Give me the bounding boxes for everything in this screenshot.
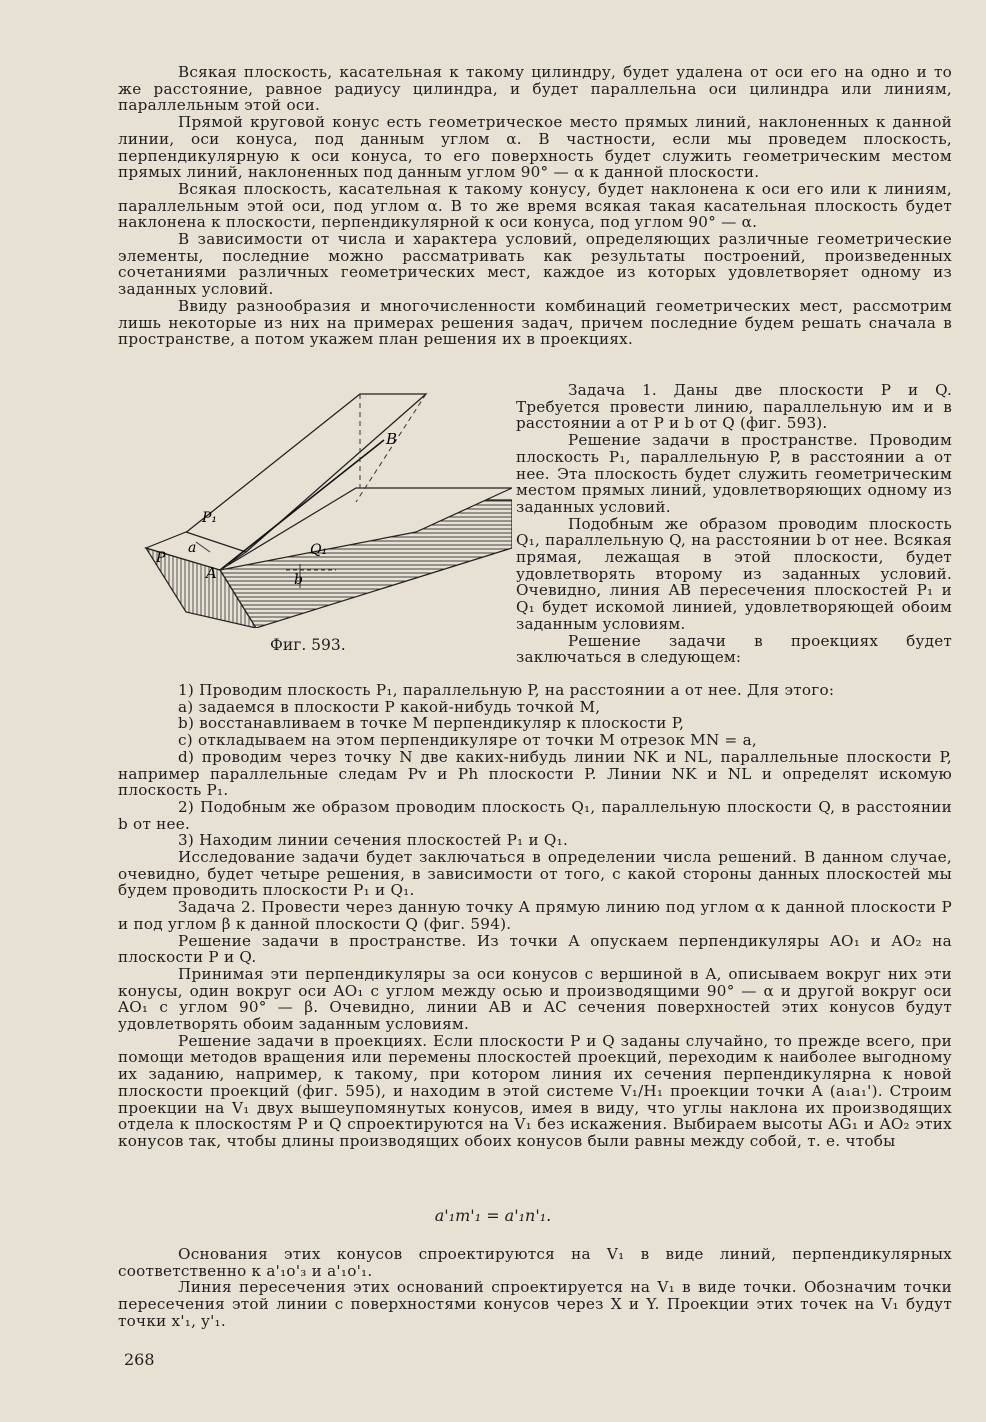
paragraph: Прямой круговой конус есть геометрическое место прямых линий, наклоненных к данной линии, оси конуса, под данным углом α. В частности, если мы проведем плоскость, перпендикулярную к оси конуса, то его поверхность будет служить геометрическим местом прямых линий, наклоненных под данным углом 90° — α к данной плоскости. [118, 113, 952, 182]
paragraph: 3) Находим линии сечения плоскостей P₁ и Q₁. [178, 831, 569, 850]
figure-caption: Фиг. 593. [270, 636, 346, 654]
label-a: a [188, 540, 197, 556]
paragraph: Задача 2. Провести через данную точку A прямую линию под углом α к данной плоскости P и под углом β к данной плоскости Q (фиг. 594). [118, 898, 952, 933]
paragraph: Основания этих конусов спроектируются на V₁ в виде линий, перпендикулярных соответственно к a'₁o'₃ и a'₁o'₁. [118, 1245, 952, 1280]
paragraph: Всякая плоскость, касательная к такому цилиндру, будет удалена от оси его на одно и то же расстояние, равное радиусу цилиндра, и будет параллельна оси цилиндра или линиям, параллельным этой оси. [118, 63, 952, 115]
paragraph: 2) Подобным же образом проводим плоскость Q₁, параллельную плоскости Q, в расстоянии b от нее. [118, 797, 952, 833]
top-text-block [118, 64, 952, 348]
paragraph: Решение задачи в пространстве. Из точки A опускаем перпендикуляры AO₁ и AO₂ на плоскости P и Q. [118, 931, 952, 967]
paragraph: Ввиду разнообразия и многочисленности комбинаций геометрических мест, рассмотрим лишь некоторые из них на примерах решения задач, причем последние будем решать сначала в пространстве, а потом укажем план решения их в проекциях. [118, 296, 952, 349]
list-item: d) проводим через точку N две каких-нибудь линии NK и NL, параллельные плоскости P, например параллельные следам Pv и Ph плоскости P. Линии NK и NL и определят искомую плоскость P₁. [118, 747, 952, 800]
label-p: P [156, 550, 166, 566]
paragraph: В зависимости от числа и характера условий, определяющих различные геометрические элементы, последние можно рассматривать как результаты построений, произведенных сочетаниями различных геометрических мест, каждое из которых удовлетворяет одному из заданных условий. [118, 230, 952, 299]
paragraph: Задача 1. Даны две плоскости P и Q. Требуется провести линию, параллельную им и в расстоянии a от P и b от Q (фиг. 593). [516, 381, 952, 433]
paragraph: Решение задачи в проекциях будет заключаться в следующем: [516, 631, 952, 667]
paragraph: Решение задачи в пространстве. Проводим плоскость P₁, параллельную P, в расстоянии a от нее. Эта плоскость будет служить геометрическим местом прямых линий, удовлетворяющих одному из заданных условий. [516, 431, 952, 516]
figure-593-drawing [136, 392, 512, 628]
list-item: c) откладываем на этом перпендикуляре от точки M отрезок MN = a, [178, 731, 757, 750]
label-p1: P₁ [202, 510, 218, 526]
formula: a'₁m'₁ = a'₁n'₁. [434, 1206, 552, 1225]
middle-text-block [118, 682, 952, 1150]
paragraph: Всякая плоскость, касательная к такому конусу, будет наклонена к оси его или к линиям, параллельным этой оси, под углом α. В то же время всякая такая касательная плоскость будет наклонена к плоскости, перпендикулярной к оси конуса, под углом 90° — α. [118, 179, 952, 232]
paragraph: Исследование задачи будет заключаться в определении числа решений. В данном случае, очевидно, будет четыре решения, в зависимости от того, с какой стороны данных плоскостей мы будем проводить плоскости P₁ и Q₁. [118, 848, 952, 900]
paragraph: 1) Проводим плоскость P₁, параллельную P, на расстоянии a от нее. Для этого: [178, 681, 835, 699]
page-number: 268 [124, 1350, 155, 1369]
paragraph: Линия пересечения этих оснований спроектируется на V₁ в виде точки. Обозначим точки пересечения этой линии с поверхностями конусов через X и Y. Проекции этих точек на V₁ будут точки x'₁, y'₁. [118, 1278, 952, 1330]
label-a-point: A [206, 564, 217, 582]
list-item: a) задаемся в плоскости P какой-нибудь точкой M, [178, 697, 601, 716]
bottom-text-block [118, 1246, 952, 1330]
label-b-dist: b [294, 572, 303, 588]
right-column [516, 382, 952, 666]
paragraph: Принимая эти перпендикуляры за оси конусов с вершиной в A, описываем вокруг них эти конусы, один вокруг оси AO₁ с углом между осью и производящими 90° — α и другой вокруг оси AO₁ с углом 90° — β. Очевидно, линии AB и AC сечения поверхностей этих конусов будут удовлетворять обоим заданным условиям. [118, 964, 952, 1034]
label-b: B [386, 430, 398, 448]
label-q1: Q₁ [310, 542, 328, 558]
list-item: b) восстанавливаем в точке M перпендикуляр к плоскости P, [178, 714, 685, 733]
paragraph: Подобным же образом проводим плоскость Q₁, параллельную Q, на расстоянии b от нее. Всякая прямая, лежащая в этой плоскости, будет удовлетворять второму из заданных условий. Очевидно, линия AB пересечения плоскостей P₁ и Q₁ будет искомой линией, удовлетворяющей обоим заданным условиям. [516, 514, 952, 633]
paragraph: Решение задачи в проекциях. Если плоскости P и Q заданы случайно, то прежде всего, при помощи методов вращения или перемены плоскостей проекций, переходим к наиболее выгодному их заданию, например, к такому, при котором линия их сечения перпендикулярна к новой плоскости проекций (фиг. 595), и находим в этой системе V₁/H₁ проекции точки A (a₁a₁'). Строим проекции на V₁ двух вышеупомянутых конусов, имея в виду, что углы наклона их производящих отдела к плоскостям P и Q спроектируются на V₁ без искажения. Выбираем высоты AG₁ и AO₂ этих конусов так, чтобы длины производящих обоих конусов были равны между собой, т. е. чтобы [118, 1031, 952, 1150]
